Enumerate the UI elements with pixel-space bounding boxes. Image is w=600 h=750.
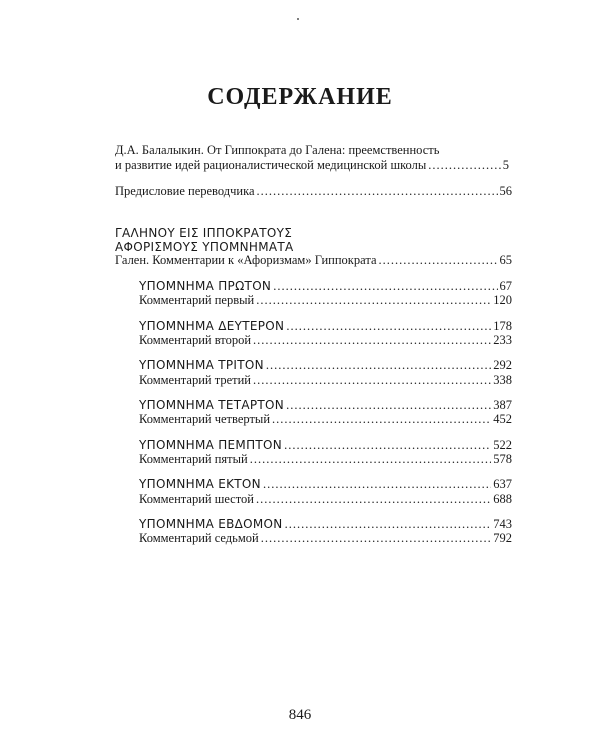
book-2-ru-label: Комментарий второй xyxy=(139,333,252,347)
book-4-ru-page: 452 xyxy=(493,412,512,426)
book-5-ru-page: 578 xyxy=(493,452,512,466)
book-2-ru-page: 233 xyxy=(493,333,512,347)
book-2-ru-entry[interactable] xyxy=(139,333,512,348)
book-6-ru-label: Комментарий шестой xyxy=(139,492,254,506)
book-5-greek-label: ΥΠΟΜΝΗΜΑ ΠΕΜΠΤΟΝ xyxy=(139,438,283,452)
dot-leader xyxy=(253,333,491,348)
dot-leader xyxy=(286,398,491,413)
book-2-greek-entry[interactable] xyxy=(139,319,512,334)
dot-leader xyxy=(272,412,491,427)
dot-leader xyxy=(428,158,501,173)
book-4-greek-entry[interactable] xyxy=(139,398,512,413)
book-3-ru-label: Комментарий третий xyxy=(139,373,251,387)
book-3-ru-page: 338 xyxy=(493,373,512,387)
book-6-greek-entry[interactable] xyxy=(139,477,512,492)
book-3-ru-entry[interactable] xyxy=(139,373,512,388)
page-title: СОДЕРЖАНИЕ xyxy=(207,84,393,110)
book-7-ru-label: Комментарий седьмой xyxy=(139,531,259,545)
book-7-ru-entry[interactable] xyxy=(139,531,512,546)
scan-speck xyxy=(297,18,299,20)
greek-title-line2: ΑΦΟΡΙΣΜΟΥΣ ΥΠΟΜΝΗΜΑΤΑ xyxy=(115,240,294,254)
book-3-greek-label: ΥΠΟΜΝΗΜΑ ΤΡΙΤΟΝ xyxy=(139,358,264,372)
dot-leader xyxy=(250,452,492,467)
book-3-greek-page: 292 xyxy=(493,358,512,372)
dot-leader xyxy=(273,279,497,294)
book-1-greek-entry[interactable] xyxy=(139,279,512,294)
book-7-greek-entry[interactable] xyxy=(139,517,512,532)
greek-title-line1: ΓΑΛΗΝΟΥ ΕΙΣ ΙΠΠΟΚΡΑΤΟΥΣ xyxy=(115,226,293,240)
book-6-ru-entry[interactable] xyxy=(139,492,512,507)
book-7-greek-label: ΥΠΟΜΝΗΜΑ ΕΒΔΟΜΟΝ xyxy=(139,517,283,531)
intro-entry-line1: Д.А. Балалыкин. От Гиппократа до Галена: преемственность xyxy=(115,143,440,157)
preface-entry[interactable] xyxy=(115,184,512,199)
galen-entry-page: 65 xyxy=(499,253,512,267)
book-1-greek-label: ΥΠΟΜΝΗΜΑ ΠΡΩΤΟΝ xyxy=(139,279,272,293)
book-6-ru-page: 688 xyxy=(493,492,512,506)
intro-entry-label: и развитие идей рационалистической медицинской школы xyxy=(115,158,427,172)
book-5-ru-label: Комментарий пятый xyxy=(139,452,248,466)
intro-entry-line2[interactable] xyxy=(115,158,509,173)
book-5-ru-entry[interactable] xyxy=(139,452,512,467)
dot-leader xyxy=(379,253,498,268)
book-7-greek-page: 743 xyxy=(493,517,512,531)
book-4-greek-label: ΥΠΟΜΝΗΜΑ ΤΕΤΑΡΤΟΝ xyxy=(139,398,285,412)
book-1-ru-label: Комментарий первый xyxy=(139,293,255,307)
dot-leader xyxy=(256,293,491,308)
book-1-greek-page: 67 xyxy=(499,279,512,293)
galen-entry-label: Гален. Комментарии к «Афоризмам» Гиппократа xyxy=(115,253,377,267)
book-2-greek-label: ΥΠΟΜΝΗΜΑ ΔΕΥΤΕΡΟΝ xyxy=(139,319,285,333)
book-7-ru-page: 792 xyxy=(493,531,512,545)
book-4-greek-page: 387 xyxy=(493,398,512,412)
dot-leader xyxy=(266,358,491,373)
dot-leader xyxy=(261,531,492,546)
dot-leader xyxy=(256,492,491,507)
intro-entry-page: 5 xyxy=(502,158,509,172)
dot-leader xyxy=(257,184,498,199)
book-3-greek-entry[interactable] xyxy=(139,358,512,373)
dot-leader xyxy=(263,477,491,492)
dot-leader xyxy=(286,319,491,334)
book-6-greek-label: ΥΠΟΜΝΗΜΑ ΕΚΤΟΝ xyxy=(139,477,261,491)
book-4-ru-entry[interactable] xyxy=(139,412,512,427)
book-5-greek-entry[interactable] xyxy=(139,438,512,453)
book-1-ru-entry[interactable] xyxy=(139,293,512,308)
book-5-greek-page: 522 xyxy=(493,438,512,452)
page-number: 846 xyxy=(288,707,312,723)
preface-entry-page: 56 xyxy=(499,184,512,198)
book-1-ru-page: 120 xyxy=(493,293,512,307)
book-2-greek-page: 178 xyxy=(493,319,512,333)
dot-leader xyxy=(253,373,491,388)
preface-entry-label: Предисловие переводчика xyxy=(115,184,255,198)
book-6-greek-page: 637 xyxy=(493,477,512,491)
galen-entry[interactable] xyxy=(115,253,512,268)
dot-leader xyxy=(285,517,492,532)
book-4-ru-label: Комментарий четвертый xyxy=(139,412,271,426)
dot-leader xyxy=(284,438,491,453)
